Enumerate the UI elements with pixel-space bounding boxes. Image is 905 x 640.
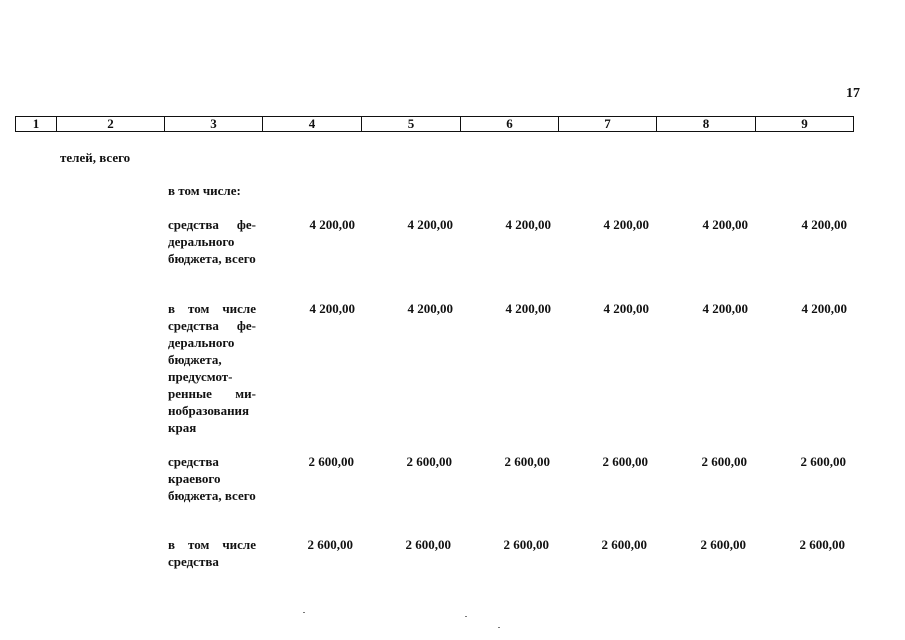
- value-cell: 4 200,00: [505, 301, 551, 316]
- value-cell: 4 200,00: [309, 217, 355, 232]
- header-col-3: 3: [164, 117, 262, 131]
- row-label: средства федерального бюджета, всего: [168, 217, 256, 266]
- header-col-1: 1: [32, 116, 40, 131]
- value-cell: 2 600,00: [308, 454, 354, 469]
- value-cell: 4 200,00: [801, 301, 847, 316]
- value-cell: 2 600,00: [800, 454, 846, 469]
- page-number: 17: [846, 86, 860, 101]
- value-cell: 2 600,00: [307, 537, 353, 552]
- value-cell: 2 600,00: [503, 537, 549, 552]
- row-label: в том числе:: [168, 183, 241, 198]
- value-cell: 2 600,00: [601, 537, 647, 552]
- value-cell: 4 200,00: [505, 217, 551, 232]
- value-cell: 2 600,00: [799, 537, 845, 552]
- header-col-8: 8: [656, 117, 755, 131]
- header-col-9: 9: [755, 117, 853, 131]
- row-label: в том числе средства: [168, 537, 256, 569]
- row-label: в том числе средства федерального бюджета, предусмотренные минобразования края: [168, 301, 256, 435]
- value-cell: 2 600,00: [406, 454, 452, 469]
- table-header-row: [15, 116, 854, 132]
- value-cell: 2 600,00: [504, 454, 550, 469]
- value-cell: 4 200,00: [603, 301, 649, 316]
- value-cell: 2 600,00: [405, 537, 451, 552]
- value-cell: 4 200,00: [309, 301, 355, 316]
- header-col-7: 7: [558, 117, 656, 131]
- value-cell: 4 200,00: [407, 301, 453, 316]
- header-col-4: 4: [262, 117, 361, 131]
- row-label: средства краевого бюджета, всего: [168, 454, 256, 503]
- value-cell: 4 200,00: [702, 217, 748, 232]
- header-col-6: 6: [460, 117, 558, 131]
- continued-text: телей, всего: [60, 150, 131, 165]
- value-cell: 4 200,00: [603, 217, 649, 232]
- header-col-5: 5: [361, 117, 460, 131]
- value-cell: 4 200,00: [801, 217, 847, 232]
- scan-speck: [498, 627, 500, 628]
- value-cell: 2 600,00: [701, 454, 747, 469]
- scan-speck: [465, 616, 467, 617]
- value-cell: 2 600,00: [700, 537, 746, 552]
- header-col-2: 2: [56, 117, 164, 131]
- value-cell: 2 600,00: [602, 454, 648, 469]
- scan-speck: [303, 612, 305, 613]
- value-cell: 4 200,00: [702, 301, 748, 316]
- value-cell: 4 200,00: [407, 217, 453, 232]
